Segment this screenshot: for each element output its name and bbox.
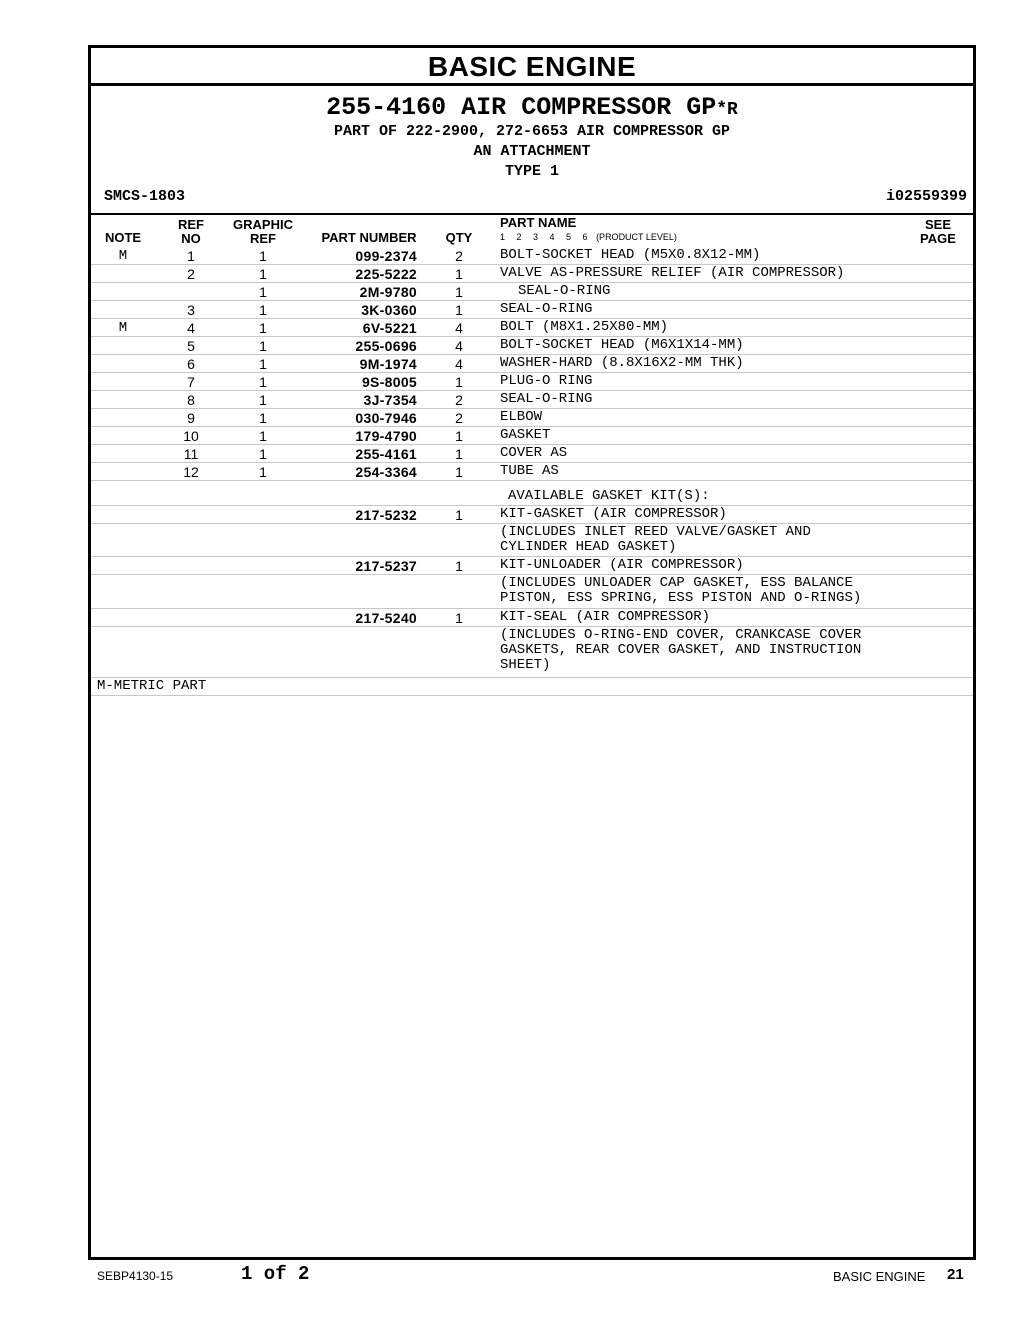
row-part-name: KIT-GASKET (AIR COMPRESSOR) (500, 506, 727, 522)
row-graphic-ref: 1 (259, 338, 267, 354)
row-part-number: 9M-1974 (359, 356, 417, 372)
row-part-number (299, 627, 417, 677)
table-row (91, 627, 973, 678)
row-part-number: 099-2374 (355, 248, 417, 264)
product-level-label: (PRODUCT LEVEL) (596, 232, 677, 242)
row-ref-no: 1 (187, 248, 195, 264)
row-part-number: 6V-5221 (362, 320, 417, 336)
col-part-name: PART NAME (500, 215, 577, 230)
row-note (91, 463, 155, 480)
table-row (91, 609, 973, 627)
row-ref-no: 11 (183, 446, 199, 462)
row-note (91, 481, 155, 505)
row-graphic-ref: 1 (259, 392, 267, 408)
footer-page-of: 1 of 2 (241, 1263, 310, 1285)
row-ref-no (155, 481, 227, 505)
row-qty: 4 (455, 338, 463, 354)
row-qty: 1 (455, 284, 463, 300)
row-ref-no: 6 (187, 356, 195, 372)
row-ref-no: 2 (187, 266, 195, 282)
table-row (91, 427, 973, 445)
row-graphic-ref: 1 (259, 266, 267, 282)
section-title: BASIC ENGINE (91, 48, 973, 86)
col-see-line1: SEE (924, 217, 951, 232)
row-part-number: 217-5237 (355, 558, 417, 574)
row-ref-no (155, 557, 227, 574)
row-ref-no: 9 (187, 410, 195, 426)
row-qty: 4 (455, 320, 463, 336)
row-note (91, 391, 155, 408)
row-graphic-ref: 1 (259, 248, 267, 264)
table-row (91, 391, 973, 409)
row-part-name: WASHER-HARD (8.8X16X2-MM THK) (500, 355, 744, 371)
row-note (91, 283, 155, 300)
row-note (91, 409, 155, 426)
row-note (91, 373, 155, 390)
attachment-line: AN ATTACHMENT (473, 143, 591, 160)
row-note (91, 355, 155, 372)
row-qty (431, 524, 487, 556)
row-part-number: 217-5240 (355, 610, 417, 626)
row-graphic-ref (227, 524, 299, 556)
row-note (91, 337, 155, 354)
row-graphic-ref: 1 (259, 302, 267, 318)
metric-part-note: M-METRIC PART (97, 678, 207, 694)
row-qty: 1 (455, 507, 463, 523)
row-qty: 2 (455, 392, 463, 408)
row-part-name: (INCLUDES INLET REED VALVE/GASKET AND CYLINDER HEAD GASKET) (500, 524, 811, 555)
row-part-number: 217-5232 (355, 507, 417, 523)
row-part-name: ELBOW (500, 409, 543, 425)
row-graphic-ref (227, 609, 299, 626)
row-graphic-ref (227, 557, 299, 574)
col-graphic-line2: REF (250, 231, 276, 246)
row-part-name: SEAL-O-RING (518, 283, 611, 299)
row-part-number: 254-3364 (355, 464, 417, 480)
row-graphic-ref: 1 (259, 374, 267, 390)
row-ref-no (155, 575, 227, 608)
row-note (91, 265, 155, 282)
row-qty: 1 (455, 558, 463, 574)
row-graphic-ref: 1 (259, 428, 267, 444)
row-ref-no (155, 609, 227, 626)
group-title-suffix: *R (716, 100, 738, 120)
table-row (91, 506, 973, 524)
row-graphic-ref (227, 481, 299, 505)
col-see-line2: PAGE (920, 231, 956, 246)
row-qty: 1 (455, 266, 463, 282)
col-ref (155, 218, 227, 246)
row-ref-no (155, 627, 227, 677)
table-row (91, 481, 973, 506)
type-line: TYPE 1 (504, 163, 559, 180)
table-row (91, 524, 973, 557)
row-part-name: SEAL-O-RING (500, 301, 593, 317)
row-part-name: COVER AS (500, 445, 568, 461)
row-part-name: (INCLUDES O-RING-END COVER, CRANKCASE COVER GASKETS, REAR COVER GASKET, AND INSTRUCTION SHEET) (500, 627, 862, 673)
row-note (91, 557, 155, 574)
row-graphic-ref: 1 (259, 284, 267, 300)
row-part-number: 3J-7354 (363, 392, 417, 408)
row-part-name: VALVE AS-PRESSURE RELIEF (AIR COMPRESSOR) (500, 265, 845, 281)
row-part-number: 255-4161 (355, 446, 417, 462)
table-row (91, 355, 973, 373)
row-part-number: 9S-8005 (361, 374, 417, 390)
row-part-name: BOLT-SOCKET HEAD (M6X1X14-MM) (500, 337, 744, 353)
group-title-text: 255-4160 AIR COMPRESSOR GP (326, 93, 717, 122)
table-row (91, 301, 973, 319)
row-part-name: TUBE AS (500, 463, 559, 479)
table-row (91, 319, 973, 337)
row-ref-no: 5 (187, 338, 195, 354)
table-row (91, 337, 973, 355)
row-part-name: PLUG-O RING (500, 373, 593, 389)
row-note (91, 506, 155, 523)
row-note (91, 609, 155, 626)
row-part-number: 255-0696 (355, 338, 417, 354)
row-part-name: GASKET (500, 427, 551, 443)
table-row (91, 575, 973, 609)
row-part-number: 030-7946 (355, 410, 417, 426)
col-ref-line2: NO (181, 231, 201, 246)
row-qty: 4 (455, 356, 463, 372)
parts-table (91, 247, 973, 696)
row-part-name: (INCLUDES UNLOADER CAP GASKET, ESS BALANCE PISTON, ESS SPRING, ESS PISTON AND O-RINGS) (500, 575, 862, 606)
row-qty: 2 (455, 248, 463, 264)
row-qty: 1 (455, 302, 463, 318)
row-part-number: 179-4790 (355, 428, 417, 444)
table-row (91, 247, 973, 265)
table-row (91, 445, 973, 463)
row-ref-no: 7 (187, 374, 195, 390)
col-graphic-ref (227, 218, 299, 246)
col-note: NOTE (104, 230, 142, 245)
page-frame (88, 45, 976, 1260)
table-row (91, 409, 973, 427)
row-part-number (299, 524, 417, 556)
product-level-numbers: 1 2 3 4 5 6 (500, 232, 588, 242)
col-ref-line1: REF (178, 217, 204, 232)
row-note: M (118, 320, 128, 336)
footer-doc-number: SEBP4130-15 (97, 1269, 174, 1283)
row-ref-no (155, 283, 227, 300)
smcs-code: SMCS-1803 (104, 188, 186, 205)
row-note (91, 627, 155, 677)
row-part-name: SEAL-O-RING (500, 391, 593, 407)
row-part-name: KIT-SEAL (AIR COMPRESSOR) (500, 609, 711, 625)
col-part-number: PART NUMBER (321, 230, 417, 245)
row-note (91, 524, 155, 556)
row-ref-no (155, 506, 227, 523)
col-graphic-line1: GRAPHIC (233, 217, 293, 232)
row-note (91, 445, 155, 462)
table-row (91, 557, 973, 575)
row-graphic-ref: 1 (259, 356, 267, 372)
row-graphic-ref (227, 627, 299, 677)
footer-section: BASIC ENGINE (833, 1269, 926, 1284)
row-ref-no (155, 524, 227, 556)
table-row-metric-note (91, 678, 973, 696)
row-ref-no: 3 (187, 302, 195, 318)
part-of-line: PART OF 222-2900, 272-6653 AIR COMPRESSOR GP (333, 123, 731, 140)
row-note (91, 427, 155, 444)
illustration-id: i02559399 (885, 188, 967, 205)
row-part-number: 2M-9780 (359, 284, 417, 300)
row-qty: 1 (455, 374, 463, 390)
row-note (91, 301, 155, 318)
row-qty (431, 627, 487, 677)
row-graphic-ref: 1 (259, 446, 267, 462)
row-qty: 1 (455, 446, 463, 462)
row-part-number (299, 575, 417, 608)
row-part-number: 3K-0360 (361, 302, 417, 318)
table-row (91, 265, 973, 283)
product-levels (500, 232, 677, 242)
row-part-number: 225-5222 (355, 266, 417, 282)
row-qty: 1 (455, 464, 463, 480)
row-ref-no: 4 (187, 320, 195, 336)
table-row (91, 373, 973, 391)
row-part-name: KIT-UNLOADER (AIR COMPRESSOR) (500, 557, 744, 573)
footer-page-number: 21 (947, 1266, 964, 1283)
row-qty: 1 (455, 610, 463, 626)
table-row (91, 463, 973, 481)
row-graphic-ref (227, 506, 299, 523)
group-title (91, 92, 973, 126)
row-ref-no: 10 (183, 428, 199, 444)
row-qty: 2 (455, 410, 463, 426)
row-note (91, 575, 155, 608)
row-qty (431, 481, 487, 505)
row-ref-no: 8 (187, 392, 195, 408)
row-part-name: AVAILABLE GASKET KIT(S): (508, 488, 710, 504)
row-part-name: BOLT-SOCKET HEAD (M5X0.8X12-MM) (500, 247, 761, 263)
row-graphic-ref (227, 575, 299, 608)
row-graphic-ref: 1 (259, 410, 267, 426)
row-qty: 1 (455, 428, 463, 444)
row-part-name: BOLT (M8X1.25X80-MM) (500, 319, 669, 335)
row-note: M (118, 248, 128, 264)
col-see-page (913, 218, 963, 246)
row-graphic-ref: 1 (259, 464, 267, 480)
row-part-number (299, 481, 417, 505)
table-row (91, 283, 973, 301)
row-ref-no: 12 (183, 464, 199, 480)
row-qty (431, 575, 487, 608)
row-graphic-ref: 1 (259, 320, 267, 336)
col-qty: QTY (445, 230, 473, 245)
